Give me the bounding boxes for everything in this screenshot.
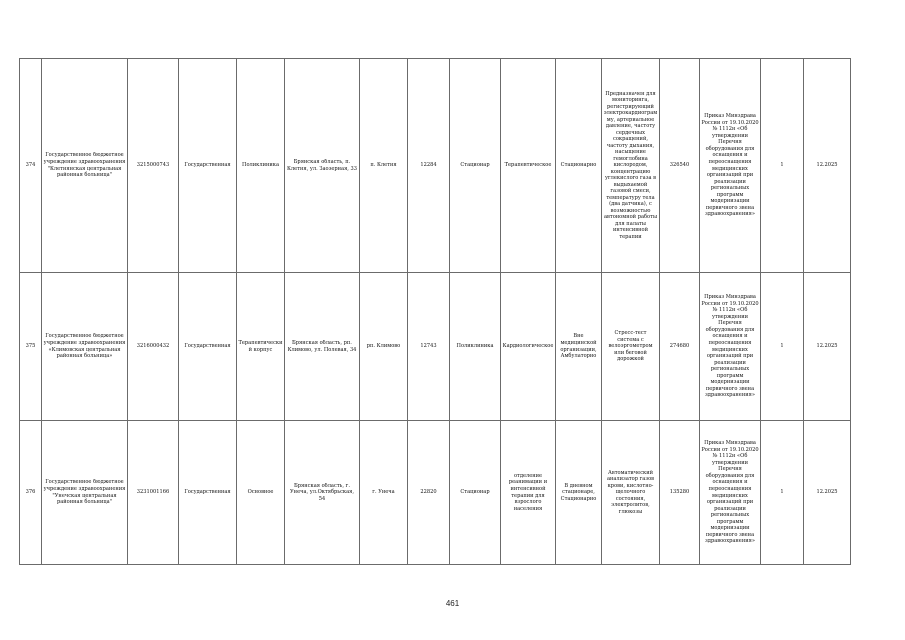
care-form-cell: В дневном стационаре, Стационарно <box>556 421 602 565</box>
ownership-cell: Государственная <box>179 421 237 565</box>
table-row <box>20 59 851 273</box>
locality-cell: рп. Климово <box>360 273 408 421</box>
population-cell: 12284 <box>408 59 450 273</box>
care-type-cell: Стационар <box>450 59 501 273</box>
organization-cell: Государственное бюджетное учреждение здравоохранения "Унечская центральная районная больница" <box>42 421 128 565</box>
quantity-cell: 1 <box>761 273 804 421</box>
department-cell: отделение реанимации и интенсивной терапии для взрослого населения <box>501 421 556 565</box>
unit-cell: Основное <box>237 421 285 565</box>
locality-cell: г. Унеча <box>360 421 408 565</box>
population-cell: 12743 <box>408 273 450 421</box>
equipment-cell: Стресс-тест система с велоэргометром или беговой дорожкой <box>602 273 660 421</box>
basis-cell: Приказ Минздрава России от 19.10.2020 № 1112н «Об утверждении Перечня оборудования для оснащения и переоснащения медицинских организаций при реализации региональных программ модернизации первичного звена здравоохранения» <box>700 421 761 565</box>
basis-cell: Приказ Минздрава России от 19.10.2020 № 1112н «Об утверждении Перечня оборудования для оснащения и переоснащения медицинских организаций при реализации региональных программ модернизации первичного звена здравоохранения» <box>700 59 761 273</box>
date-cell: 12.2025 <box>804 421 851 565</box>
care-form-cell: Стационарно <box>556 59 602 273</box>
inn-cell: 3231001166 <box>128 421 179 565</box>
cost-cell: 326540 <box>660 59 700 273</box>
cost-cell: 274680 <box>660 273 700 421</box>
page-number: 461 <box>445 599 460 608</box>
care-type-cell: Поликлиника <box>450 273 501 421</box>
department-cell: Кардиологическое <box>501 273 556 421</box>
population-cell: 22820 <box>408 421 450 565</box>
care-type-cell: Стационар <box>450 421 501 565</box>
organization-cell: Государственное бюджетное учреждение здравоохранения «Климовская центральная районная больница» <box>42 273 128 421</box>
date-cell: 12.2025 <box>804 273 851 421</box>
ownership-cell: Государственная <box>179 59 237 273</box>
care-form-cell: Вне медицинской организации, Амбулаторно <box>556 273 602 421</box>
address-cell: Брянская область, рп. Климово, ул. Полевая, 34 <box>285 273 360 421</box>
quantity-cell: 1 <box>761 59 804 273</box>
date-cell: 12.2025 <box>804 59 851 273</box>
row-number-cell: 376 <box>20 421 42 565</box>
department-cell: Терапевтическое <box>501 59 556 273</box>
basis-cell: Приказ Минздрава России от 19.10.2020 № 1112н «Об утверждении Перечня оборудования для оснащения и переоснащения медицинских организаций при реализации региональных программ модернизации первичного звена здравоохранения» <box>700 273 761 421</box>
equipment-cell: Автоматический анализатор газов крови, кислотно-щелочного состояния, электролитов, глюкозы <box>602 421 660 565</box>
address-cell: Брянская область, п. Клетня, ул. Заозерная, 33 <box>285 59 360 273</box>
equipment-cell: Предназначен для мониторинга, регистрирующий электрокардиограмму, артериальное давление, частоту сердечных сокращений, частоту дыхания, насыщение гемоглобина кислородом, концентрацию углекислого газа в выдыхаемой газовой смеси, температуру тела (два датчика), с возможностью автономной работы для палаты интенсивной терапии <box>602 59 660 273</box>
address-cell: Брянская область, г. Унеча, ул.Октябрьская, 54 <box>285 421 360 565</box>
row-number-cell: 374 <box>20 59 42 273</box>
table-row <box>20 273 851 421</box>
unit-cell: Терапевтический корпус <box>237 273 285 421</box>
table-row <box>20 421 851 565</box>
inn-cell: 3216000432 <box>128 273 179 421</box>
quantity-cell: 1 <box>761 421 804 565</box>
document-table <box>19 58 851 565</box>
row-number-cell: 375 <box>20 273 42 421</box>
cost-cell: 135280 <box>660 421 700 565</box>
unit-cell: Поликлиника <box>237 59 285 273</box>
ownership-cell: Государственная <box>179 273 237 421</box>
inn-cell: 3215000743 <box>128 59 179 273</box>
locality-cell: п. Клетня <box>360 59 408 273</box>
organization-cell: Государственное бюджетное учреждение здравоохранения "Клетнянская центральная районная больница" <box>42 59 128 273</box>
